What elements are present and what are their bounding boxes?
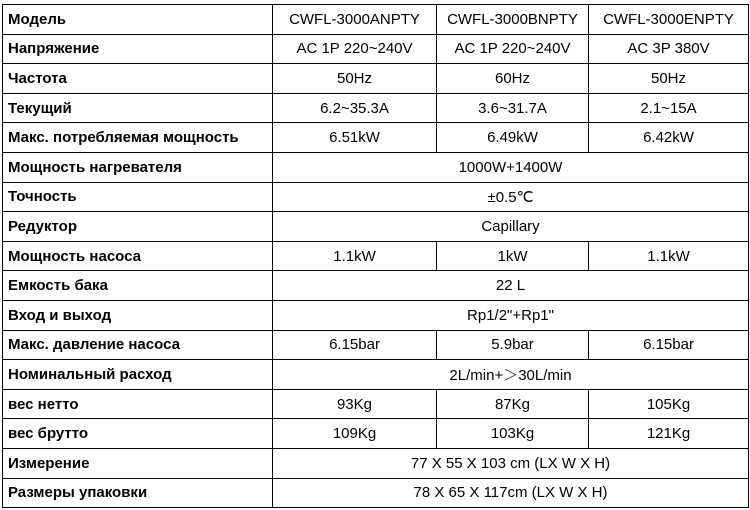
param-label: Мощность нагревателя [3,152,273,182]
table-row-gross-weight [3,419,749,449]
cell-value: 93Kg [273,389,437,419]
param-label: Макс. давление насоса [3,330,273,360]
table-row-voltage [3,34,749,64]
table-row-package-dimensions [3,478,749,508]
param-label: вес брутто [3,419,273,449]
cell-value: AC 1P 220~240V [437,34,589,64]
cell-value: CWFL-3000BNPTY [437,5,589,35]
cell-value-merged: Capillary [273,212,749,242]
cell-value: CWFL-3000ANPTY [273,5,437,35]
table-row-accuracy [3,182,749,212]
cell-value: 6.49kW [437,123,589,153]
cell-value: 6.42kW [589,123,749,153]
cell-value: AC 3P 380V [589,34,749,64]
table-row-net-weight [3,389,749,419]
table-row-max-pump-pressure [3,330,749,360]
cell-value-merged: ±0.5℃ [273,182,749,212]
table-row-current [3,93,749,123]
table-row-max-power [3,123,749,153]
cell-value: 121Kg [589,419,749,449]
table-row-reducer [3,212,749,242]
table-row-inlet-outlet [3,300,749,330]
cell-value-merged: 78 X 65 X 117cm (LX W X H) [273,478,749,508]
spec-table [2,4,749,508]
cell-value-merged: Rp1/2"+Rp1" [273,300,749,330]
cell-value: 60Hz [437,64,589,94]
cell-value: 1.1kW [589,241,749,271]
cell-value: 2.1~15A [589,93,749,123]
param-label: Вход и выход [3,300,273,330]
cell-value-merged: 1000W+1400W [273,152,749,182]
cell-value: 1kW [437,241,589,271]
param-label: Точность [3,182,273,212]
param-label: Емкость бака [3,271,273,301]
table-row-dimensions [3,448,749,478]
param-label: Напряжение [3,34,273,64]
param-label: Текущий [3,93,273,123]
table-row-frequency [3,64,749,94]
cell-value: 6.15bar [273,330,437,360]
param-label: Макс. потребляемая мощность [3,123,273,153]
cell-value: 87Kg [437,389,589,419]
cell-value: 6.2~35.3A [273,93,437,123]
cell-value: 5.9bar [437,330,589,360]
table-row-rated-flow [3,360,749,390]
param-label: вес нетто [3,389,273,419]
cell-value: 50Hz [273,64,437,94]
cell-value: CWFL-3000ENPTY [589,5,749,35]
cell-value: 105Kg [589,389,749,419]
cell-value: AC 1P 220~240V [273,34,437,64]
cell-value: 109Kg [273,419,437,449]
table-row-tank-capacity [3,271,749,301]
cell-value: 50Hz [589,64,749,94]
param-label: Мощность насоса [3,241,273,271]
param-label: Частота [3,64,273,94]
param-label: Измерение [3,448,273,478]
cell-value-merged: 22 L [273,271,749,301]
cell-value: 103Kg [437,419,589,449]
cell-value: 1.1kW [273,241,437,271]
param-label: Номинальный расход [3,360,273,390]
table-row-pump-power [3,241,749,271]
cell-value-merged: 2L/min+＞30L/min [273,360,749,390]
cell-value: 3.6~31.7A [437,93,589,123]
cell-value: 6.15bar [589,330,749,360]
param-label: Редуктор [3,212,273,242]
param-label: Модель [3,5,273,35]
cell-value-merged: 77 X 55 X 103 cm (LX W X H) [273,448,749,478]
table-row-model [3,5,749,35]
param-label: Размеры упаковки [3,478,273,508]
table-row-heater-power [3,152,749,182]
cell-value: 6.51kW [273,123,437,153]
